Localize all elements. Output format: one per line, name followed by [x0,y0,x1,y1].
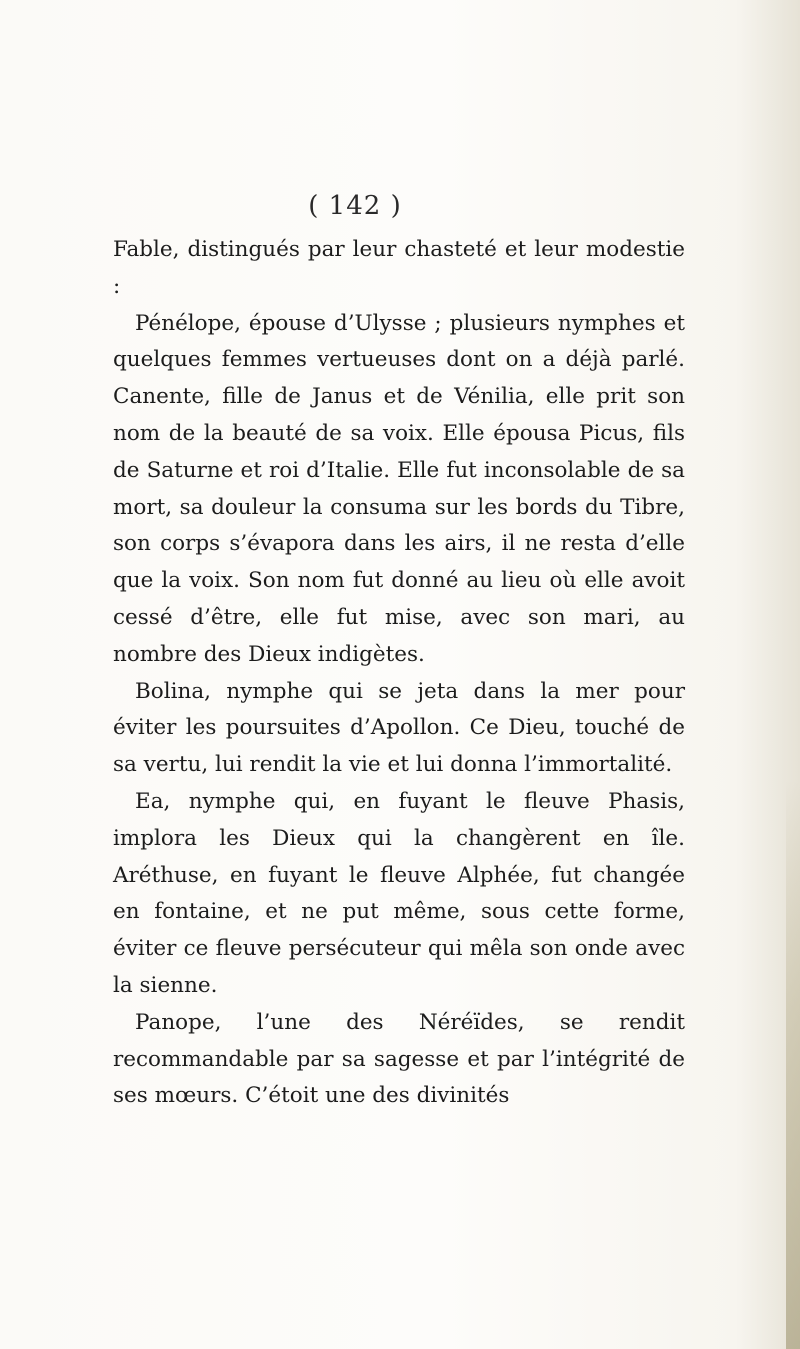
body-text [113,232,685,1115]
paragraph-ea: Ea, nymphe qui, en fuyant le fleuve Phasis, implora les Dieux qui la changèrent en île. Aréthuse, en fuyant le fleuve Alphée, fut changée en fontaine, et ne put même, sous cette forme, éviter ce fleuve persécuteur qui mêla son onde avec la sienne. [113,788,685,998]
page-number: ( 142 ) [308,191,402,221]
paragraph-penelope: Pénélope, épouse d’Ulysse ; plusieurs nymphes et quelques femmes vertueuses dont on a déjà parlé. Canente, fille de Janus et de Vénilia, elle prit son nom de la beauté de sa voix. Elle épousa Picus, fils de Saturne et roi d’Italie. Elle fut inconsolable de sa mort, sa douleur la consuma sur les bords du Tibre, son corps s’évapora dans les airs, il ne resta d’elle que la voix. Son nom fut donné au lieu où elle avoit cessé d’être, elle fut mise, avec son mari, au nombre des Dieux indigètes. [113,310,685,667]
page-edge-stain [786,780,800,1349]
paragraph-panope: Panope, l’une des Néréïdes, se rendit recommandable par sa sagesse et par l’intégrité de ses mœurs. C’étoit une des divinités [113,1009,685,1109]
paragraph-bolina: Bolina, nymphe qui se jeta dans la mer pour éviter les poursuites d’Apollon. Ce Dieu, touché de sa vertu, lui rendit la vie et lui donna l’immortalité. [113,678,685,778]
paragraph-continuation: Fable, distingués par leur chasteté et leur modestie : [113,237,685,299]
